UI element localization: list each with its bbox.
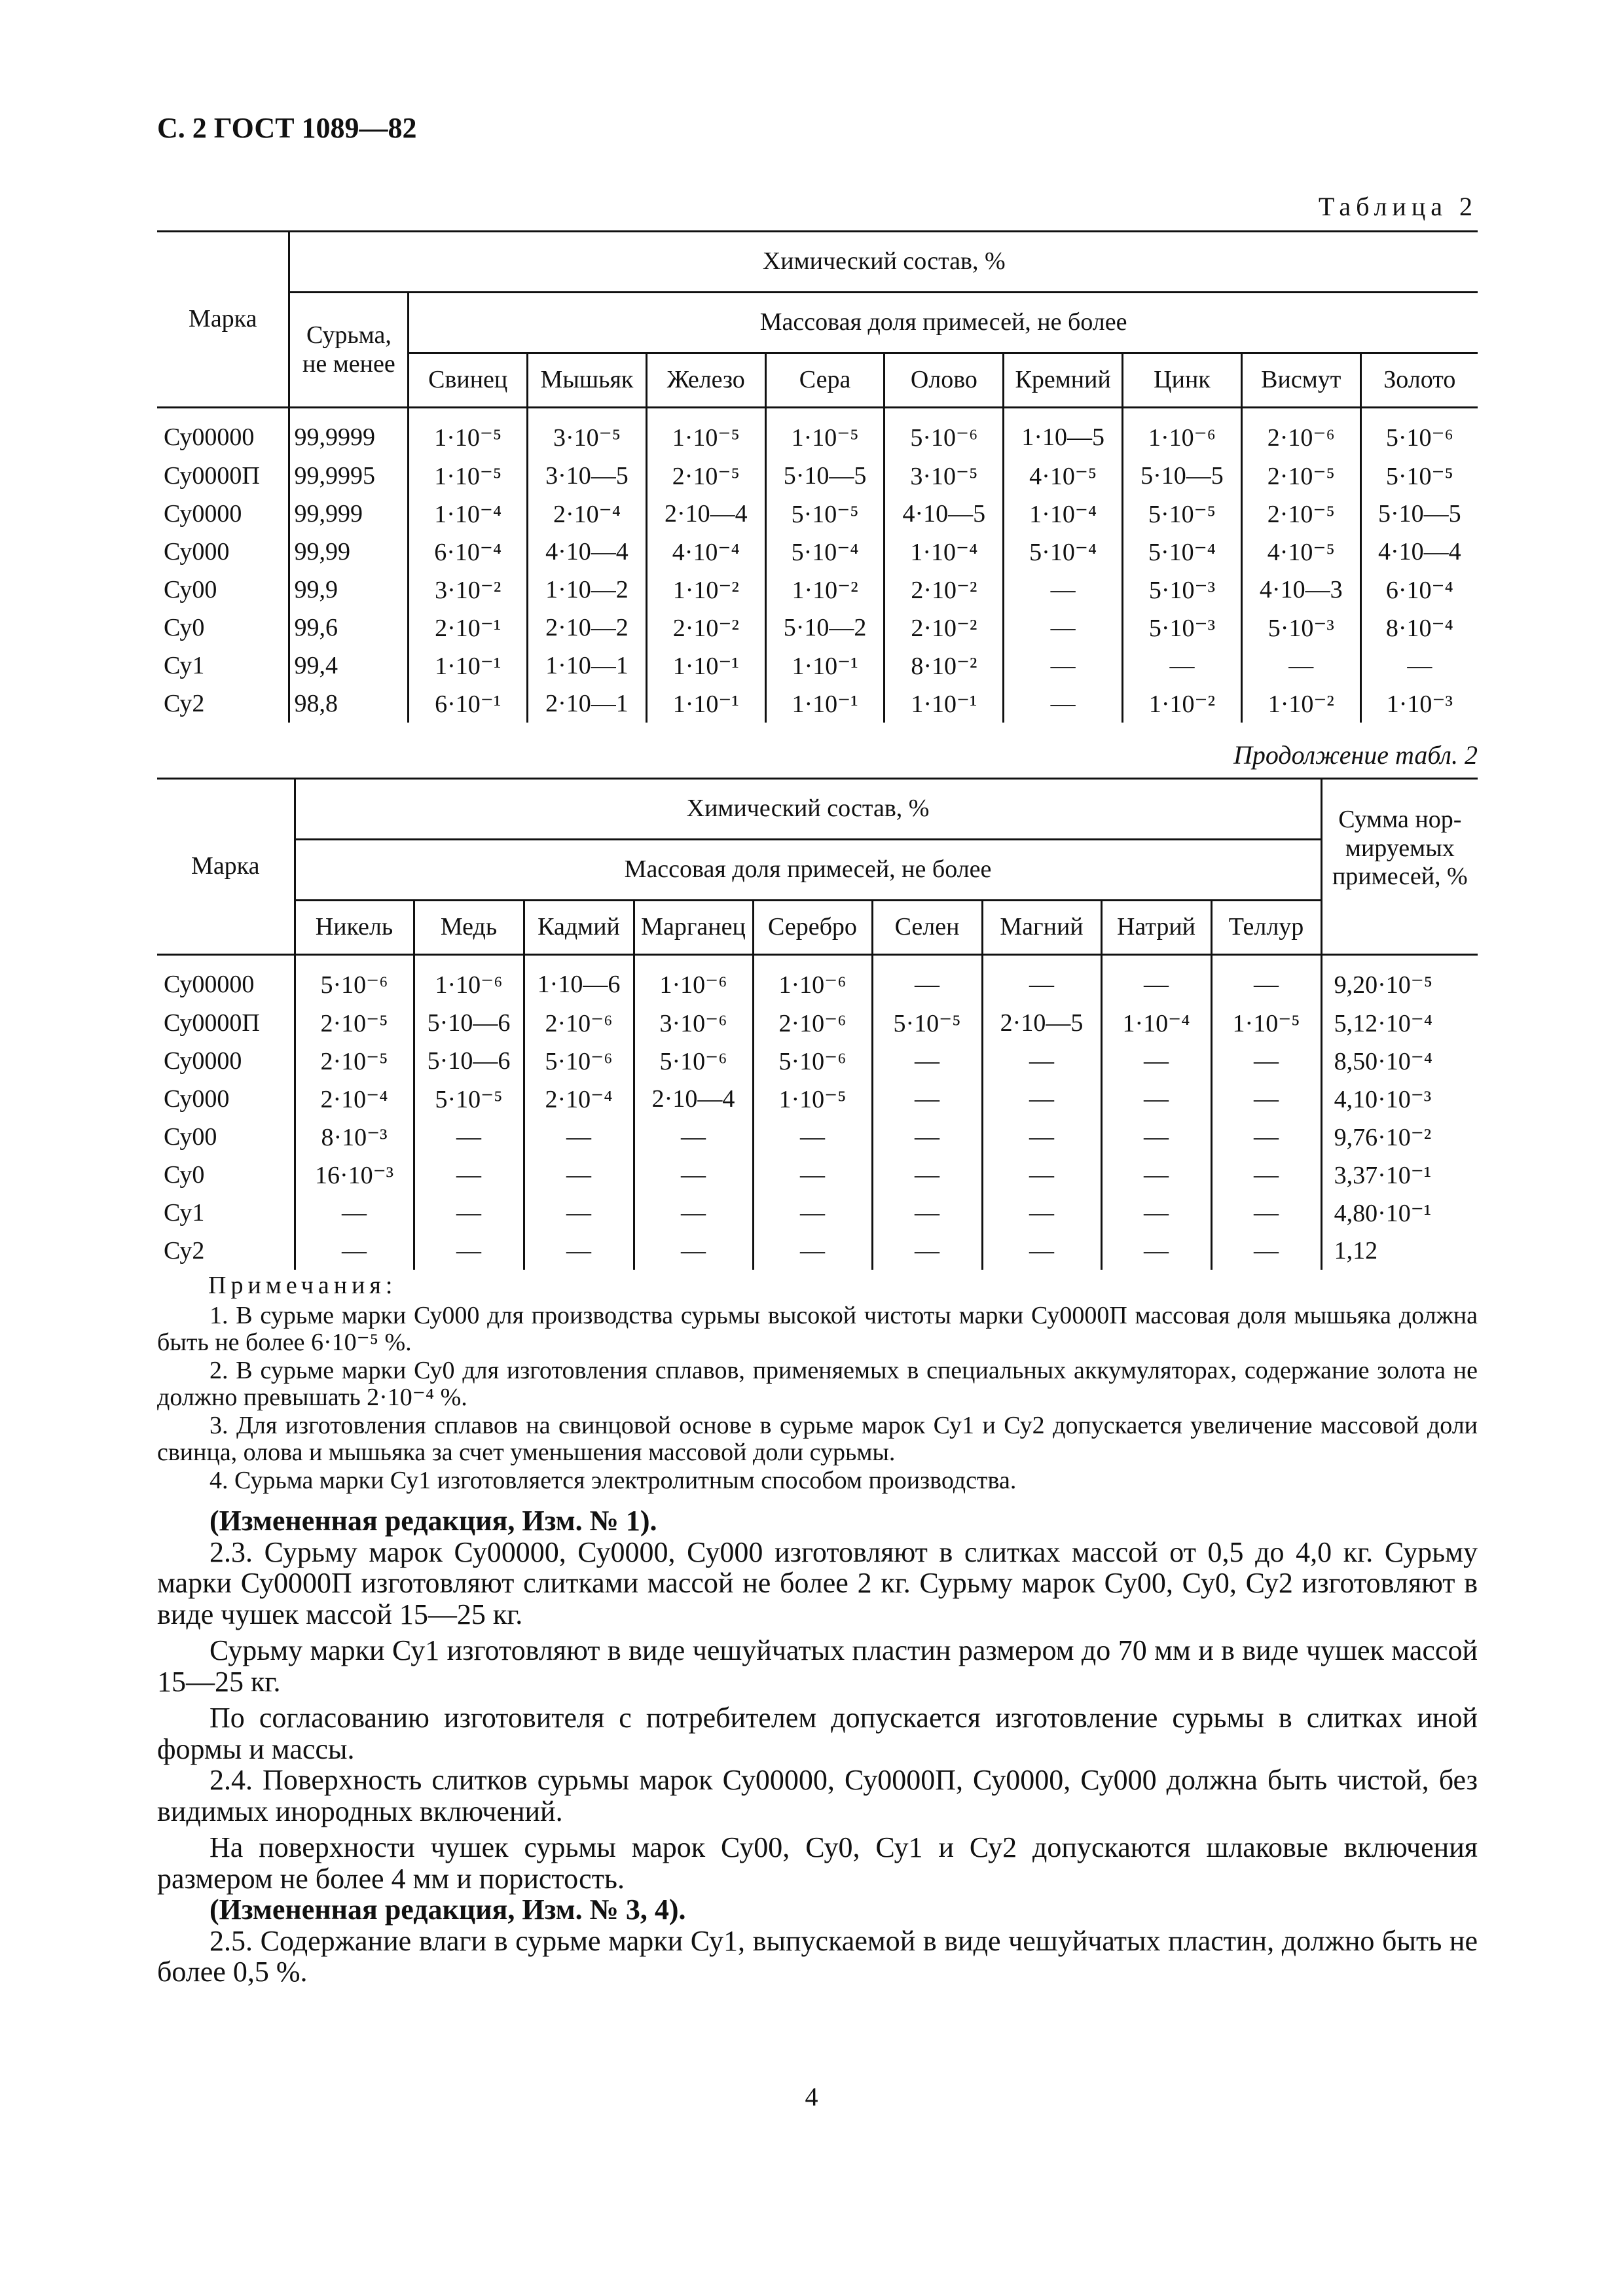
- value-cell: 5·10—5: [1123, 457, 1242, 495]
- grade-cell: Су1: [157, 1194, 295, 1232]
- value-cell: —: [414, 1232, 524, 1270]
- value-cell: —: [872, 955, 982, 1005]
- page-header: С. 2 ГОСТ 1089—82: [157, 112, 417, 144]
- value-cell: —: [524, 1118, 634, 1156]
- value-cell: 8·10⁻⁴: [1360, 609, 1478, 647]
- value-cell: 3·10⁻⁶: [634, 1004, 753, 1042]
- value-cell: 1·10⁻⁴: [1004, 495, 1123, 533]
- value-cell: 1·10⁻¹: [409, 647, 528, 685]
- value-cell: —: [1360, 647, 1478, 685]
- value-cell: 3·10⁻²: [409, 571, 528, 609]
- col-header: Цинк: [1123, 353, 1242, 408]
- value-cell: —: [982, 1232, 1101, 1270]
- value-cell: —: [1101, 1232, 1211, 1270]
- value-cell: —: [1211, 1194, 1321, 1232]
- grade-cell: Су000: [157, 533, 289, 571]
- value-cell: —: [753, 1194, 872, 1232]
- value-cell: —: [524, 1194, 634, 1232]
- value-cell: —: [1211, 1080, 1321, 1118]
- value-cell: 2·10⁻⁴: [528, 495, 647, 533]
- value-cell: 5·10⁻⁵: [1360, 457, 1478, 495]
- value-cell: 1·10⁻⁵: [765, 408, 884, 457]
- table-row: [157, 955, 1478, 1005]
- value-cell: —: [982, 1118, 1101, 1156]
- value-cell: 1·10⁻⁶: [634, 955, 753, 1005]
- value-cell: 1·10⁻⁶: [1123, 408, 1242, 457]
- table-row: [157, 1118, 1478, 1156]
- value-cell: 1·10⁻⁴: [409, 495, 528, 533]
- page-number: 4: [805, 2082, 818, 2111]
- value-cell: 98,8: [289, 685, 409, 723]
- col-header: Мышьяк: [528, 353, 647, 408]
- value-cell: —: [634, 1118, 753, 1156]
- value-cell: 5·10⁻³: [1241, 609, 1360, 647]
- table-row: [157, 1080, 1478, 1118]
- value-cell: 1·10⁻¹: [765, 647, 884, 685]
- value-cell: 1·10⁻⁵: [753, 1080, 872, 1118]
- value-cell: 1,12: [1321, 1232, 1478, 1270]
- value-cell: 2·10⁻⁶: [524, 1004, 634, 1042]
- grade-cell: Су00: [157, 1118, 295, 1156]
- value-cell: —: [414, 1118, 524, 1156]
- table-row: [157, 408, 1478, 457]
- revision-note-3-4: (Измененная редакция, Изм. № 3, 4).: [210, 1893, 686, 1926]
- value-cell: 1·10⁻²: [646, 571, 765, 609]
- table-row: [157, 1194, 1478, 1232]
- value-cell: 4·10⁻⁵: [1241, 533, 1360, 571]
- value-cell: 1·10⁻²: [1241, 685, 1360, 723]
- value-cell: 5·10⁻⁶: [1360, 408, 1478, 457]
- col-header: Кремний: [1004, 353, 1123, 408]
- value-cell: 2·10⁻⁵: [646, 457, 765, 495]
- col-header: Свинец: [409, 353, 528, 408]
- value-cell: 4·10—4: [1360, 533, 1478, 571]
- table-row: [157, 495, 1478, 533]
- col-chem: Химический состав, %: [295, 779, 1321, 840]
- grade-cell: Су0000: [157, 495, 289, 533]
- col-sum: Сумма нор-мируемых примесей, %: [1321, 779, 1478, 955]
- grade-cell: Су0: [157, 609, 289, 647]
- value-cell: 9,76·10⁻²: [1321, 1118, 1478, 1156]
- value-cell: 4,80·10⁻¹: [1321, 1194, 1478, 1232]
- value-cell: 5·10⁻⁵: [765, 495, 884, 533]
- value-cell: 1·10⁻²: [1123, 685, 1242, 723]
- value-cell: 99,9995: [289, 457, 409, 495]
- value-cell: 4·10—3: [1241, 571, 1360, 609]
- value-cell: —: [1101, 1194, 1211, 1232]
- table-row: [157, 457, 1478, 495]
- table-row: [157, 1232, 1478, 1270]
- value-cell: 1·10—5: [1004, 408, 1123, 457]
- value-cell: 5·10⁻³: [1123, 609, 1242, 647]
- col-header: Висмут: [1241, 353, 1360, 408]
- grade-cell: Су1: [157, 647, 289, 685]
- value-cell: —: [524, 1232, 634, 1270]
- value-cell: 5·10—5: [1360, 495, 1478, 533]
- value-cell: —: [1004, 647, 1123, 685]
- value-cell: 5·10⁻⁶: [295, 955, 414, 1005]
- table-row: [157, 1042, 1478, 1080]
- value-cell: 2·10⁻⁵: [1241, 495, 1360, 533]
- value-cell: 2·10⁻⁵: [295, 1042, 414, 1080]
- value-cell: 3,37·10⁻¹: [1321, 1156, 1478, 1194]
- value-cell: —: [1211, 955, 1321, 1005]
- value-cell: 1·10⁻⁵: [409, 457, 528, 495]
- value-cell: 99,4: [289, 647, 409, 685]
- value-cell: —: [1101, 1080, 1211, 1118]
- value-cell: 5·10⁻⁶: [753, 1042, 872, 1080]
- value-cell: 1·10⁻¹: [646, 685, 765, 723]
- value-cell: 5·10⁻⁶: [634, 1042, 753, 1080]
- value-cell: —: [1211, 1232, 1321, 1270]
- value-cell: —: [524, 1156, 634, 1194]
- value-cell: 3·10⁻⁵: [884, 457, 1004, 495]
- paragraph-2-3-b: Сурьму марки Су1 изготовляют в виде чешуйчатых пластин размером до 70 мм и в виде чушек массой 15—25 кг.: [157, 1634, 1478, 1698]
- value-cell: 2·10⁻¹: [409, 609, 528, 647]
- value-cell: —: [872, 1232, 982, 1270]
- value-cell: 2·10⁻⁴: [295, 1080, 414, 1118]
- value-cell: 1·10⁻⁵: [1211, 1004, 1321, 1042]
- value-cell: —: [1241, 647, 1360, 685]
- col-header: Серебро: [753, 901, 872, 955]
- table-row: [157, 533, 1478, 571]
- value-cell: —: [634, 1156, 753, 1194]
- value-cell: 2·10⁻²: [884, 571, 1004, 609]
- col-marka: Марка: [157, 232, 289, 408]
- value-cell: 1·10⁻⁵: [646, 408, 765, 457]
- col-header: Селен: [872, 901, 982, 955]
- value-cell: 1·10—2: [528, 571, 647, 609]
- value-cell: 5·10—5: [765, 457, 884, 495]
- paragraph-2-3-c: По согласованию изготовителя с потребителем допускается изготовление сурьмы в слитках иной формы и массы.: [157, 1702, 1478, 1765]
- note-2: 2. В сурьме марки Су0 для изготовления сплавов, применяемых в специальных аккумуляторах, содержание золота не должно превышать 2·10⁻⁴ %.: [157, 1357, 1478, 1412]
- value-cell: —: [872, 1194, 982, 1232]
- value-cell: —: [753, 1156, 872, 1194]
- grade-cell: Су00000: [157, 408, 289, 457]
- value-cell: 4·10⁻⁵: [1004, 457, 1123, 495]
- col-header: Теллур: [1211, 901, 1321, 955]
- value-cell: 5·10⁻⁴: [1004, 533, 1123, 571]
- col-mass: Массовая доля примесей, не более: [409, 293, 1478, 353]
- value-cell: 2·10—4: [646, 495, 765, 533]
- grade-cell: Су2: [157, 1232, 295, 1270]
- value-cell: —: [1211, 1156, 1321, 1194]
- value-cell: 1·10—6: [524, 955, 634, 1005]
- value-cell: —: [1211, 1042, 1321, 1080]
- value-cell: 99,6: [289, 609, 409, 647]
- value-cell: 1·10⁻¹: [765, 685, 884, 723]
- value-cell: —: [1101, 1118, 1211, 1156]
- value-cell: —: [1101, 1042, 1211, 1080]
- value-cell: —: [1004, 685, 1123, 723]
- table1-caption: Таблица 2: [1318, 192, 1478, 221]
- value-cell: 2·10⁻⁵: [1241, 457, 1360, 495]
- value-cell: 2·10—1: [528, 685, 647, 723]
- col-surma: Сурьма, не менее: [289, 293, 409, 408]
- paragraph-2-4-b: На поверхности чушек сурьмы марок Су00, Су0, Су1 и Су2 допускаются шлаковые включения размером не более 4 мм и пористость.: [157, 1831, 1478, 1895]
- grade-cell: Су00: [157, 571, 289, 609]
- value-cell: —: [1211, 1118, 1321, 1156]
- value-cell: 1·10⁻⁴: [1101, 1004, 1211, 1042]
- value-cell: 2·10⁻⁶: [1241, 408, 1360, 457]
- value-cell: 1·10—1: [528, 647, 647, 685]
- value-cell: —: [982, 1080, 1101, 1118]
- value-cell: 5·10⁻⁴: [765, 533, 884, 571]
- grade-cell: Су0000П: [157, 457, 289, 495]
- value-cell: 1·10⁻⁶: [414, 955, 524, 1005]
- value-cell: —: [634, 1232, 753, 1270]
- value-cell: 8·10⁻²: [884, 647, 1004, 685]
- value-cell: 3·10⁻⁵: [528, 408, 647, 457]
- note-3: 3. Для изготовления сплавов на свинцовой основе в сурьме марок Су1 и Су2 допускается увеличение массовой доли свинца, олова и мышьяка за счет уменьшения массовой доли сурьмы.: [157, 1412, 1478, 1467]
- value-cell: 5·10—6: [414, 1004, 524, 1042]
- value-cell: 2·10⁻⁶: [753, 1004, 872, 1042]
- value-cell: 16·10⁻³: [295, 1156, 414, 1194]
- value-cell: 1·10⁻¹: [884, 685, 1004, 723]
- value-cell: 5·10⁻⁴: [1123, 533, 1242, 571]
- value-cell: 1·10⁻⁶: [753, 955, 872, 1005]
- col-header: Олово: [884, 353, 1004, 408]
- value-cell: 99,9999: [289, 408, 409, 457]
- paragraph-2-4: 2.4. Поверхность слитков сурьмы марок Су00000, Су0000П, Су0000, Су000 должна быть чистой, без видимых инородных включений.: [157, 1764, 1478, 1827]
- value-cell: 5·10⁻⁵: [872, 1004, 982, 1042]
- value-cell: —: [753, 1118, 872, 1156]
- value-cell: 8·10⁻³: [295, 1118, 414, 1156]
- value-cell: 2·10—4: [634, 1080, 753, 1118]
- value-cell: 99,9: [289, 571, 409, 609]
- col-chem: Химический состав, %: [289, 232, 1478, 293]
- col-header: Марганец: [634, 901, 753, 955]
- grade-cell: Су000: [157, 1080, 295, 1118]
- value-cell: —: [414, 1194, 524, 1232]
- value-cell: 5·10—2: [765, 609, 884, 647]
- col-header: Железо: [646, 353, 765, 408]
- value-cell: 4,10·10⁻³: [1321, 1080, 1478, 1118]
- col-header: Сера: [765, 353, 884, 408]
- value-cell: 2·10⁻⁵: [295, 1004, 414, 1042]
- value-cell: 1·10⁻⁵: [409, 408, 528, 457]
- value-cell: 5·10⁻⁶: [884, 408, 1004, 457]
- value-cell: 5,12·10⁻⁴: [1321, 1004, 1478, 1042]
- col-header: Никель: [295, 901, 414, 955]
- value-cell: —: [872, 1080, 982, 1118]
- paragraph-2-5: 2.5. Содержание влаги в сурьме марки Су1, выпускаемой в виде чешуйчатых пластин, должно быть не более 0,5 %.: [157, 1924, 1478, 1988]
- col-marka: Марка: [157, 779, 295, 955]
- value-cell: —: [295, 1232, 414, 1270]
- paragraph-2-3: 2.3. Сурьму марок Су00000, Су0000, Су000 изготовляют в слитках массой от 0,5 до 4,0 кг. Сурьму марки Су0000П изготовляют слитками массой не более 2 кг. Сурьму марок Су00, Су0, Су2 изготовляют в виде чушек массой 15—25 кг.: [157, 1535, 1478, 1630]
- col-header: Медь: [414, 901, 524, 955]
- value-cell: 2·10—2: [528, 609, 647, 647]
- value-cell: 1·10⁻⁴: [884, 533, 1004, 571]
- table-row: [157, 1156, 1478, 1194]
- table-row: [157, 1004, 1478, 1042]
- value-cell: 99,999: [289, 495, 409, 533]
- col-mass: Массовая доля примесей, не более: [295, 840, 1321, 901]
- value-cell: 2·10⁻⁴: [524, 1080, 634, 1118]
- note-4: 4. Сурьма марки Су1 изготовляется электролитным способом производства.: [210, 1467, 1017, 1495]
- note-1: 1. В сурьме марки Су000 для производства сурьмы высокой чистоты марки Су0000П массовая доля мышьяка должна быть не более 6·10⁻⁵ %.: [157, 1302, 1478, 1357]
- value-cell: 6·10⁻¹: [409, 685, 528, 723]
- value-cell: —: [1101, 955, 1211, 1005]
- value-cell: 5·10⁻⁵: [414, 1080, 524, 1118]
- value-cell: 5·10⁻⁵: [1123, 495, 1242, 533]
- value-cell: 4·10⁻⁴: [646, 533, 765, 571]
- value-cell: 5·10⁻⁶: [524, 1042, 634, 1080]
- value-cell: —: [1004, 571, 1123, 609]
- table-row: [157, 571, 1478, 609]
- value-cell: —: [982, 1194, 1101, 1232]
- value-cell: 5·10⁻³: [1123, 571, 1242, 609]
- value-cell: 1·10⁻³: [1360, 685, 1478, 723]
- col-header: Золото: [1360, 353, 1478, 408]
- value-cell: —: [1101, 1156, 1211, 1194]
- value-cell: 6·10⁻⁴: [1360, 571, 1478, 609]
- revision-note-1: (Измененная редакция, Изм. № 1).: [210, 1505, 657, 1537]
- value-cell: —: [634, 1194, 753, 1232]
- grade-cell: Су0000: [157, 1042, 295, 1080]
- value-cell: 5·10—6: [414, 1042, 524, 1080]
- value-cell: —: [982, 955, 1101, 1005]
- notes-title: Примечания:: [208, 1272, 397, 1299]
- value-cell: —: [753, 1232, 872, 1270]
- value-cell: 2·10⁻²: [884, 609, 1004, 647]
- col-header: Натрий: [1101, 901, 1211, 955]
- table-row: [157, 685, 1478, 723]
- value-cell: —: [982, 1156, 1101, 1194]
- value-cell: 3·10—5: [528, 457, 647, 495]
- value-cell: 4·10—4: [528, 533, 647, 571]
- value-cell: 4·10—5: [884, 495, 1004, 533]
- value-cell: 1·10⁻¹: [646, 647, 765, 685]
- table2: [157, 778, 1478, 1270]
- table2-caption: Продолжение табл. 2: [1233, 740, 1478, 770]
- value-cell: —: [295, 1194, 414, 1232]
- value-cell: —: [1004, 609, 1123, 647]
- value-cell: 6·10⁻⁴: [409, 533, 528, 571]
- value-cell: 2·10⁻²: [646, 609, 765, 647]
- value-cell: 8,50·10⁻⁴: [1321, 1042, 1478, 1080]
- value-cell: —: [1123, 647, 1242, 685]
- value-cell: —: [982, 1042, 1101, 1080]
- value-cell: 9,20·10⁻⁵: [1321, 955, 1478, 1005]
- table1: [157, 230, 1478, 723]
- col-header: Кадмий: [524, 901, 634, 955]
- value-cell: 99,99: [289, 533, 409, 571]
- col-header: Магний: [982, 901, 1101, 955]
- value-cell: —: [872, 1156, 982, 1194]
- grade-cell: Су0000П: [157, 1004, 295, 1042]
- value-cell: 1·10⁻²: [765, 571, 884, 609]
- value-cell: —: [414, 1156, 524, 1194]
- table-row: [157, 609, 1478, 647]
- value-cell: —: [872, 1118, 982, 1156]
- grade-cell: Су2: [157, 685, 289, 723]
- grade-cell: Су0: [157, 1156, 295, 1194]
- grade-cell: Су00000: [157, 955, 295, 1005]
- value-cell: —: [872, 1042, 982, 1080]
- table-row: [157, 647, 1478, 685]
- value-cell: 2·10—5: [982, 1004, 1101, 1042]
